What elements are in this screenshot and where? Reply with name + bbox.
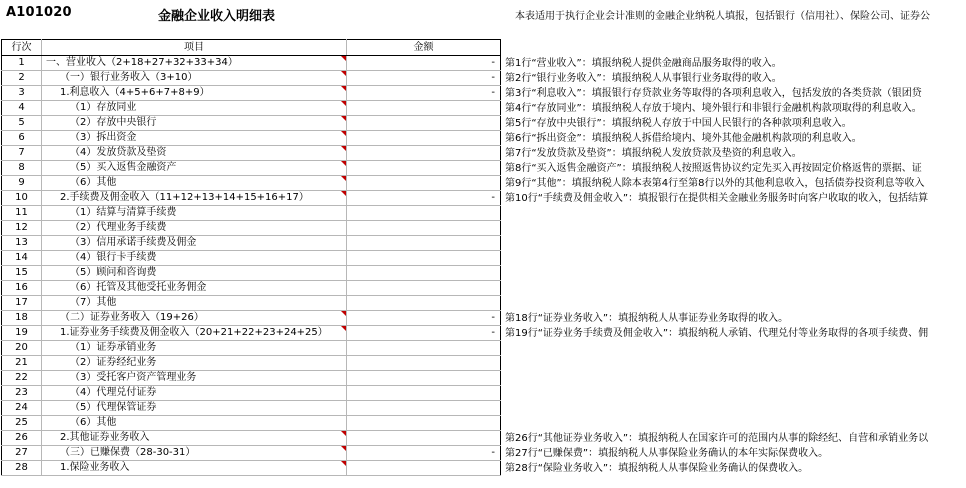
row-note[interactable]: 第7行“发放贷款及垫资”：填报纳税人发放贷款及垫资的利息收入。	[505, 148, 802, 159]
row-number-cell[interactable]: 20	[2, 341, 42, 356]
amount-cell[interactable]	[347, 161, 501, 176]
item-cell[interactable]	[42, 401, 347, 416]
amount-cell[interactable]	[347, 71, 501, 86]
table-row	[2, 311, 501, 326]
item-label: （4）代理兑付证券	[70, 387, 157, 398]
row-number-cell[interactable]: 27	[2, 446, 42, 461]
row-note[interactable]: 第18行“证券业务收入”：填报纳税人从事证券业务取得的收入。	[505, 313, 789, 324]
item-cell[interactable]	[42, 221, 347, 236]
table-row	[2, 341, 501, 356]
item-label: （4）发放贷款及垫资	[70, 147, 167, 158]
table-row	[2, 386, 501, 401]
table-row	[2, 416, 501, 431]
item-label: （2）证券经纪业务	[70, 357, 157, 368]
amount-cell[interactable]	[347, 416, 501, 431]
amount-value	[495, 207, 498, 218]
amount-value: -	[491, 57, 495, 68]
amount-value	[495, 162, 498, 173]
amount-cell[interactable]	[347, 386, 501, 401]
table-row	[2, 371, 501, 386]
amount-value	[495, 357, 498, 368]
comment-indicator-icon[interactable]	[341, 146, 346, 151]
row-note[interactable]: 第27行“已赚保费”：填报纳税人从事保险业务确认的本年实际保费收入。	[505, 448, 829, 459]
comment-indicator-icon[interactable]	[341, 176, 346, 181]
amount-cell[interactable]	[347, 431, 501, 446]
item-label: 1.利息收入（4+5+6+7+8+9）	[60, 87, 210, 98]
item-label: 2.手续费及佣金收入（11+12+13+14+15+16+17）	[60, 192, 309, 203]
table-row	[2, 101, 501, 116]
row-number-cell[interactable]: 8	[2, 161, 42, 176]
row-note[interactable]: 第3行“利息收入”：填报银行存贷款业务等取得的各项利息收入，包括发放的各类贷款（银团贷	[505, 88, 922, 99]
row-notes-panel	[505, 56, 966, 476]
item-cell[interactable]	[42, 296, 347, 311]
table-row	[2, 86, 501, 101]
comment-indicator-icon[interactable]	[341, 101, 346, 106]
row-note[interactable]: 第10行“手续费及佣金收入”：填报银行在提供相关金融业务服务时向客户收取的收入，包括结算	[505, 193, 929, 204]
item-label: （2）代理业务手续费	[70, 222, 167, 233]
row-number-cell[interactable]: 25	[2, 416, 42, 431]
table-body	[2, 56, 501, 476]
row-number-cell[interactable]: 2	[2, 71, 42, 86]
table-row	[2, 146, 501, 161]
item-cell[interactable]	[42, 236, 347, 251]
table-row	[2, 71, 501, 86]
row-number-cell[interactable]: 9	[2, 176, 42, 191]
table-row	[2, 236, 501, 251]
amount-value	[495, 297, 498, 308]
comment-indicator-icon[interactable]	[341, 161, 346, 166]
comment-indicator-icon[interactable]	[341, 446, 346, 451]
amount-cell[interactable]	[347, 371, 501, 386]
row-note[interactable]	[505, 296, 966, 311]
amount-value	[495, 387, 498, 398]
item-cell[interactable]	[42, 56, 347, 71]
amount-value	[495, 342, 498, 353]
comment-indicator-icon[interactable]	[341, 326, 346, 331]
row-number-cell[interactable]: 24	[2, 401, 42, 416]
amount-value	[495, 237, 498, 248]
amount-cell[interactable]	[347, 281, 501, 296]
amount-cell[interactable]	[347, 146, 501, 161]
table-row	[2, 161, 501, 176]
table-row	[2, 206, 501, 221]
row-number-cell[interactable]: 12	[2, 221, 42, 236]
row-number-cell[interactable]: 13	[2, 236, 42, 251]
item-label: （7）其他	[70, 297, 117, 308]
amount-value: -	[491, 312, 495, 323]
comment-indicator-icon[interactable]	[341, 461, 346, 466]
item-cell[interactable]	[42, 131, 347, 146]
amount-cell[interactable]	[347, 296, 501, 311]
amount-cell[interactable]	[347, 56, 501, 71]
amount-value	[495, 117, 498, 128]
amount-cell[interactable]	[347, 326, 501, 341]
row-note[interactable]: 第6行“拆出资金”：填报纳税人拆借给境内、境外其他金融机构款项的利息收入。	[505, 133, 862, 144]
row-note[interactable]	[505, 341, 966, 356]
item-cell[interactable]	[42, 176, 347, 191]
row-note[interactable]: 第5行“存放中央银行”：填报纳税人存放于中国人民银行的各种款项利息收入。	[505, 118, 852, 129]
table-row	[2, 356, 501, 371]
amount-value	[495, 132, 498, 143]
item-label: （3）拆出资金	[70, 132, 137, 143]
amount-value: -	[491, 447, 495, 458]
amount-cell[interactable]	[347, 266, 501, 281]
table-row	[2, 401, 501, 416]
amount-cell[interactable]	[347, 236, 501, 251]
table-row	[2, 266, 501, 281]
amount-cell[interactable]	[347, 101, 501, 116]
row-number-cell[interactable]: 10	[2, 191, 42, 206]
table-row	[2, 296, 501, 311]
table-row	[2, 251, 501, 266]
item-cell[interactable]	[42, 311, 347, 326]
comment-indicator-icon[interactable]	[341, 56, 346, 61]
item-label: （5）顾问和咨询费	[70, 267, 157, 278]
amount-value: -	[491, 192, 495, 203]
amount-cell[interactable]	[347, 251, 501, 266]
row-note[interactable]	[505, 401, 966, 416]
comment-indicator-icon[interactable]	[341, 116, 346, 121]
item-cell[interactable]	[42, 146, 347, 161]
row-note[interactable]: 第8行“买入返售金融资产”：填报纳税人按照返售协议约定先买入再按固定价格返售的票据、证	[505, 163, 922, 174]
row-note[interactable]	[505, 266, 966, 281]
amount-value	[495, 177, 498, 188]
item-label: （2）存放中央银行	[70, 117, 157, 128]
row-number-cell[interactable]: 19	[2, 326, 42, 341]
item-cell[interactable]	[42, 326, 347, 341]
item-cell[interactable]	[42, 71, 347, 86]
item-label: （二）证券业务收入（19+26）	[60, 312, 204, 323]
comment-indicator-icon[interactable]	[341, 431, 346, 436]
row-note[interactable]: 第28行“保险业务收入”：填报纳税人从事保险业务确认的保费收入。	[505, 463, 809, 474]
form-usage-note[interactable]: 本表适用于执行企业会计准则的金融企业纳税人填报，包括银行（信用社）、保险公司、证券公	[515, 11, 930, 22]
comment-indicator-icon[interactable]	[341, 86, 346, 91]
amount-cell[interactable]	[347, 86, 501, 101]
row-number-cell[interactable]: 3	[2, 86, 42, 101]
amount-cell[interactable]	[347, 446, 501, 461]
item-label: 1.保险业务收入	[60, 462, 130, 473]
column-header-row-no[interactable]: 行次	[2, 40, 42, 56]
row-note[interactable]: 第26行“其他证券业务收入”：填报纳税人在国家许可的范围内从事的除经纪、自营和承销业务以	[505, 433, 929, 444]
row-number-cell[interactable]: 5	[2, 116, 42, 131]
column-header-amount[interactable]: 金额	[347, 40, 501, 56]
amount-cell[interactable]	[347, 401, 501, 416]
row-number-cell[interactable]: 15	[2, 266, 42, 281]
row-note[interactable]	[505, 386, 966, 401]
table-row	[2, 431, 501, 446]
comment-indicator-icon[interactable]	[341, 71, 346, 76]
item-cell[interactable]	[42, 416, 347, 431]
item-label: （3）信用承诺手续费及佣金	[70, 237, 197, 248]
row-number-cell[interactable]: 7	[2, 146, 42, 161]
amount-value	[495, 462, 498, 473]
amount-value	[495, 402, 498, 413]
table-row	[2, 131, 501, 146]
amount-value	[495, 417, 498, 428]
row-number-cell[interactable]: 22	[2, 371, 42, 386]
item-cell[interactable]	[42, 206, 347, 221]
item-label: （3）受托客户资产管理业务	[70, 372, 197, 383]
row-note[interactable]: 第1行“营业收入”：填报纳税人提供金融商品服务取得的收入。	[505, 58, 782, 69]
item-cell[interactable]	[42, 191, 347, 206]
comment-indicator-icon[interactable]	[341, 191, 346, 196]
sheet-header	[0, 0, 966, 39]
row-note[interactable]: 第2行“银行业务收入”：填报纳税人从事银行业务取得的收入。	[505, 73, 782, 84]
table-row	[2, 446, 501, 461]
item-label: （5）买入返售金融资产	[70, 162, 177, 173]
amount-cell[interactable]	[347, 176, 501, 191]
row-number-cell[interactable]: 14	[2, 251, 42, 266]
row-note[interactable]: 第4行“存放同业”：填报纳税人存放于境内、境外银行和非银行金融机构款项取得的利息收入。	[505, 103, 922, 114]
amount-cell[interactable]	[347, 131, 501, 146]
amount-value: -	[491, 87, 495, 98]
amount-value	[495, 267, 498, 278]
row-number-cell[interactable]: 28	[2, 461, 42, 476]
row-note[interactable]	[505, 251, 966, 266]
item-cell[interactable]	[42, 116, 347, 131]
income-detail-table	[1, 39, 501, 476]
table-row	[2, 176, 501, 191]
row-number-cell[interactable]: 11	[2, 206, 42, 221]
item-cell[interactable]	[42, 251, 347, 266]
table-row	[2, 116, 501, 131]
table-header-row	[2, 40, 501, 56]
table-row	[2, 281, 501, 296]
item-cell[interactable]	[42, 101, 347, 116]
amount-cell[interactable]	[347, 311, 501, 326]
amount-cell[interactable]	[347, 356, 501, 371]
item-label: （6）托管及其他受托业务佣金	[70, 282, 207, 293]
row-note[interactable]: 第19行“证券业务手续费及佣金收入”：填报纳税人承销、代理兑付等业务取得的各项手续费、佣	[505, 328, 929, 339]
column-header-item[interactable]: 项目	[42, 40, 347, 56]
row-note[interactable]	[505, 221, 966, 236]
item-cell[interactable]	[42, 386, 347, 401]
item-label: （1）结算与清算手续费	[70, 207, 177, 218]
row-note[interactable]	[505, 356, 966, 371]
item-label: 2.其他证券业务收入	[60, 432, 150, 443]
row-note[interactable]	[505, 416, 966, 431]
row-number-cell[interactable]: 26	[2, 431, 42, 446]
item-label: （三）已赚保费（28-30-31）	[60, 447, 196, 458]
item-cell[interactable]	[42, 431, 347, 446]
form-title: 金融企业收入明细表	[158, 9, 276, 24]
item-cell[interactable]	[42, 371, 347, 386]
table-row	[2, 326, 501, 341]
amount-value	[495, 432, 498, 443]
comment-indicator-icon[interactable]	[341, 311, 346, 316]
amount-cell[interactable]	[347, 221, 501, 236]
row-number-cell[interactable]: 4	[2, 101, 42, 116]
item-label: （6）其他	[70, 417, 117, 428]
item-cell[interactable]	[42, 86, 347, 101]
amount-cell[interactable]	[347, 206, 501, 221]
row-number-cell[interactable]: 17	[2, 296, 42, 311]
item-label: （4）银行卡手续费	[70, 252, 157, 263]
table-row	[2, 461, 501, 476]
table-row	[2, 56, 501, 71]
item-cell[interactable]	[42, 266, 347, 281]
amount-cell[interactable]	[347, 341, 501, 356]
table-row	[2, 191, 501, 206]
item-cell[interactable]	[42, 461, 347, 476]
row-number-cell[interactable]: 6	[2, 131, 42, 146]
item-cell[interactable]	[42, 161, 347, 176]
item-cell[interactable]	[42, 281, 347, 296]
amount-value	[495, 282, 498, 293]
row-number-cell[interactable]: 23	[2, 386, 42, 401]
amount-value	[495, 222, 498, 233]
row-note[interactable]	[505, 236, 966, 251]
item-label: 1.证券业务手续费及佣金收入（20+21+22+23+24+25）	[60, 327, 328, 338]
comment-indicator-icon[interactable]	[341, 131, 346, 136]
row-number-cell[interactable]: 16	[2, 281, 42, 296]
row-note[interactable]	[505, 281, 966, 296]
item-cell[interactable]	[42, 341, 347, 356]
amount-value: -	[491, 72, 495, 83]
amount-cell[interactable]	[347, 191, 501, 206]
row-number-cell[interactable]: 18	[2, 311, 42, 326]
item-label: （一）银行业务收入（3+10）	[60, 72, 198, 83]
row-number-cell[interactable]: 1	[2, 56, 42, 71]
amount-cell[interactable]	[347, 116, 501, 131]
row-note[interactable]	[505, 371, 966, 386]
item-label: （1）证券承销业务	[70, 342, 157, 353]
item-label: （6）其他	[70, 177, 117, 188]
item-label: 一、营业收入（2+18+27+32+33+34）	[46, 57, 238, 68]
row-note[interactable]: 第9行“其他”：填报纳税人除本表第4行至第8行以外的其他利息收入，包括债券投资利息等收入	[505, 178, 925, 189]
amount-value	[495, 372, 498, 383]
amount-cell[interactable]	[347, 461, 501, 476]
amount-value: -	[491, 327, 495, 338]
row-note[interactable]	[505, 206, 966, 221]
amount-value	[495, 102, 498, 113]
item-label: （1）存放同业	[70, 102, 137, 113]
item-cell[interactable]	[42, 356, 347, 371]
item-cell[interactable]	[42, 446, 347, 461]
row-number-cell[interactable]: 21	[2, 356, 42, 371]
table-row	[2, 221, 501, 236]
form-code: A101020	[6, 5, 72, 20]
amount-value	[495, 252, 498, 263]
item-label: （5）代理保管证券	[70, 402, 157, 413]
amount-value	[495, 147, 498, 158]
